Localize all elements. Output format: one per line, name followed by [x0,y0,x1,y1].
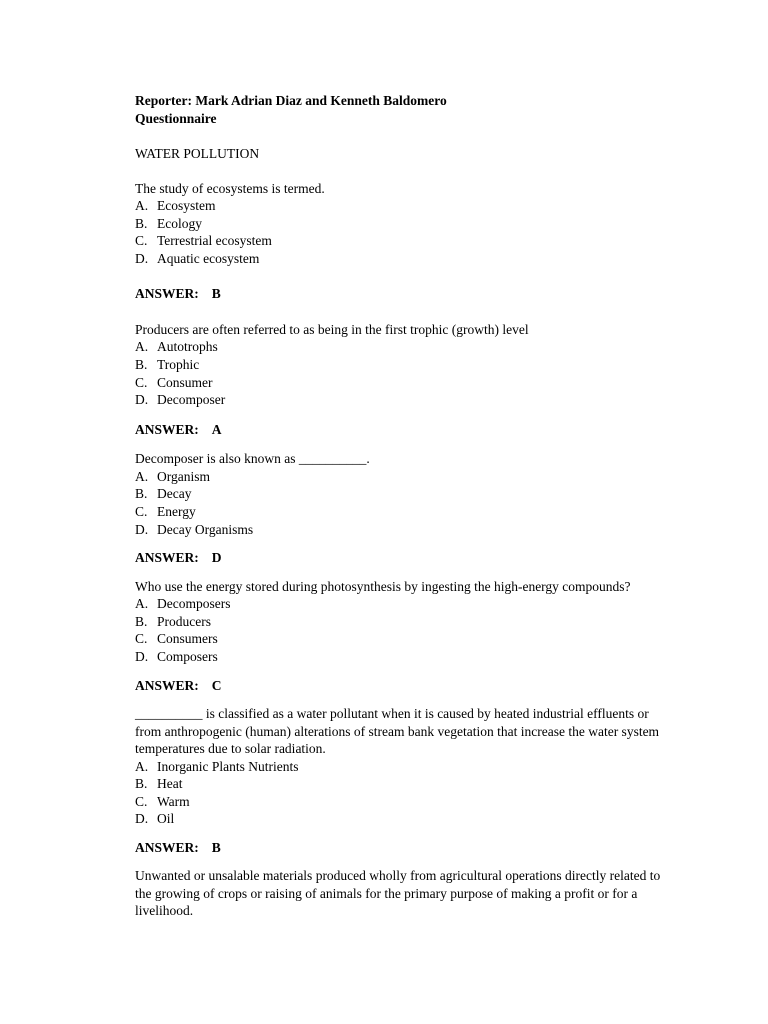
option-b [135,613,680,631]
option-text: Organism [157,468,210,484]
option-letter: D. [135,521,149,537]
reporter-line: Reporter: Mark Adrian Diaz and Kenneth Baldomero [135,93,447,108]
option-c [135,503,680,521]
question-4 [135,578,680,694]
answer-line [135,839,680,857]
option-text: Decomposers [157,596,231,612]
question-text-line-2: from anthropogenic (human) alterations of stream bank vegetation that increase the water system [135,723,660,739]
option-text: Decay Organisms [157,521,254,537]
option-text: Composers [157,648,218,664]
answer-line [135,421,680,439]
option-letter: C. [135,631,148,647]
question-text-line-2: the growing of crops or raising of animals for the primary purpose of making a profit or for a [135,885,638,901]
question-text-line-3: livelihood. [135,903,194,919]
option-b [135,485,680,503]
question-6 [135,867,680,920]
option-d [135,810,680,828]
answer-label: ANSWER: [135,550,199,566]
answer-label: ANSWER: [135,421,199,437]
option-a [135,197,680,215]
option-letter: C. [135,374,148,390]
option-c [135,793,680,811]
option-text: Heat [157,776,183,792]
option-letter: A. [135,198,149,213]
answer-value: B [211,286,221,302]
answer-value: B [211,839,221,855]
question-5 [135,705,680,856]
option-d [135,648,680,666]
question-text: Who use the energy stored during photosynthesis by ingesting the high-energy compounds? [135,578,631,594]
question-text: Producers are often referred to as being in the first trophic (growth) level [135,321,529,337]
option-c [135,232,680,250]
option-a [135,468,680,486]
option-a [135,338,680,356]
option-text: Consumers [157,631,218,647]
question-text-line-1: __________ is classified as a water pollutant when it is caused by heated industrial effluents or [135,706,649,721]
question-text-line-1: Unwanted or unsalable materials produced wholly from agricultural operations directly related to [135,868,661,884]
option-text: Oil [157,811,175,827]
option-letter: C. [135,503,148,519]
option-text: Trophic [157,356,200,372]
option-text: Warm [157,793,190,809]
answer-label: ANSWER: [135,839,199,855]
answer-value: C [211,677,222,693]
option-text: Producers [157,613,211,629]
option-d [135,521,680,539]
option-letter: B. [135,356,148,372]
option-text: Consumer [157,374,213,390]
option-letter: B. [135,613,148,629]
option-d [135,250,680,268]
answer-line [135,549,680,567]
option-letter: D. [135,250,149,266]
option-letter: D. [135,648,149,664]
document-header [135,92,680,127]
option-letter: A. [135,339,149,355]
document-type: Questionnaire [135,110,217,126]
option-letter: C. [135,793,148,809]
option-text: Ecology [157,215,202,231]
option-letter: D. [135,811,149,827]
question-text: The study of ecosystems is termed. [135,180,325,196]
answer-value: D [211,550,222,566]
question-1 [135,180,680,303]
option-c [135,374,680,392]
answer-label: ANSWER: [135,677,199,693]
question-text-line-3: temperatures due to solar radiation. [135,741,326,756]
question-2 [135,321,680,438]
option-letter: A. [135,758,149,774]
option-text: Autotrophs [157,339,218,355]
section-title: WATER POLLUTION [135,146,260,161]
option-text: Energy [157,503,196,519]
option-letter: A. [135,596,149,612]
questionnaire-document [135,92,680,920]
option-a [135,595,680,613]
option-b [135,775,680,793]
option-text: Decay [157,486,192,502]
option-letter: C. [135,233,148,249]
option-text: Terrestrial ecosystem [157,233,272,249]
answer-line [135,285,680,303]
option-letter: B. [135,486,148,502]
option-c [135,630,680,648]
option-text: Ecosystem [157,198,216,213]
option-letter: D. [135,392,149,408]
question-3 [135,450,680,566]
option-letter: A. [135,468,149,484]
option-d [135,391,680,409]
answer-label: ANSWER: [135,286,199,302]
answer-value: A [211,421,222,437]
question-text: Decomposer is also known as __________. [135,451,370,467]
option-text: Aquatic ecosystem [157,250,260,266]
option-text: Decomposer [157,392,226,408]
option-letter: B. [135,215,148,231]
answer-line [135,677,680,695]
option-a [135,758,680,776]
option-b [135,356,680,374]
option-letter: B. [135,776,148,792]
option-text: Inorganic Plants Nutrients [157,758,299,774]
option-b [135,215,680,233]
